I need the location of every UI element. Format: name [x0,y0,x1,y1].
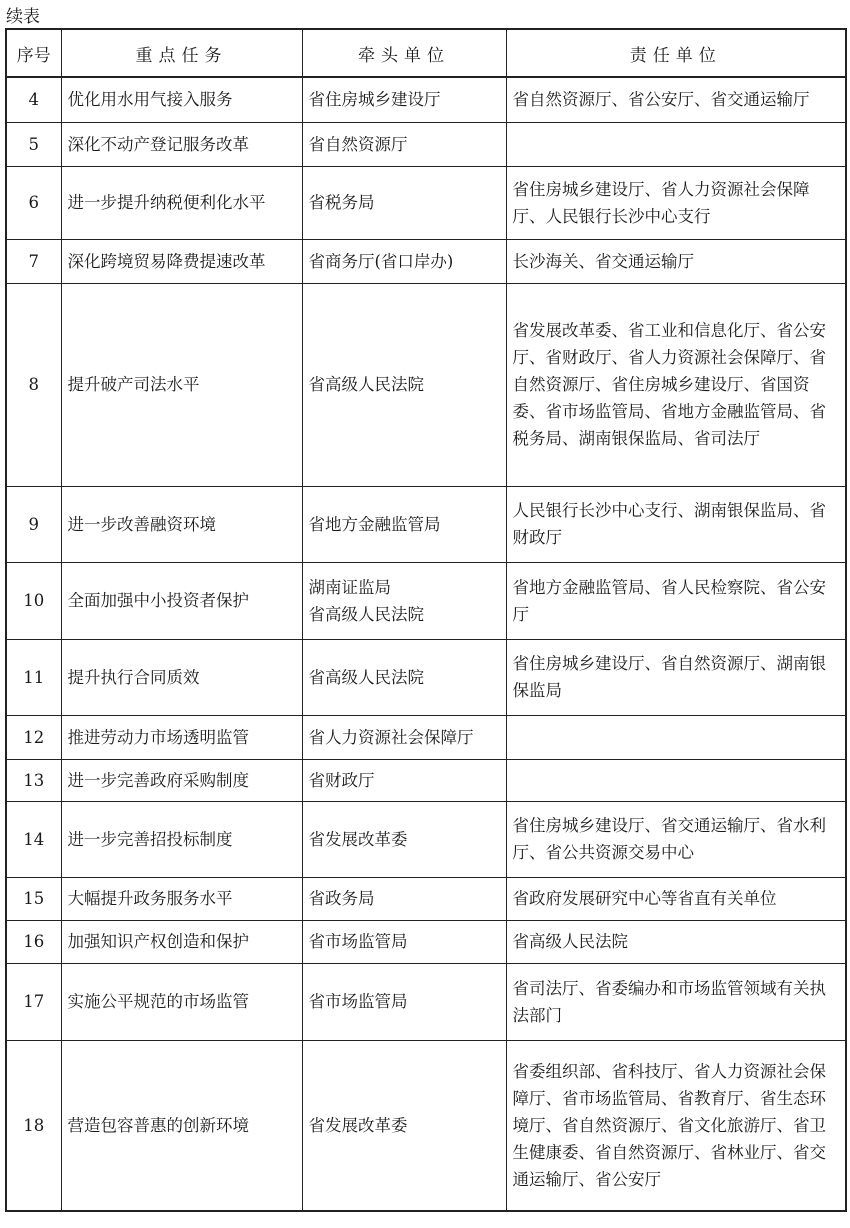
table-body [6,77,846,1211]
row-lead: 省高级人民法院 [302,283,506,486]
row-seq: 6 [6,166,61,239]
table-row [6,759,846,801]
header-row [6,29,846,77]
row-lead: 省住房城乡建设厅 [302,77,506,122]
row-seq: 18 [6,1040,61,1211]
row-task: 加强知识产权创造和保护 [61,920,302,963]
table-row [6,963,846,1040]
row-resp [506,715,846,759]
row-lead: 省政务局 [302,877,506,920]
table-caption: 续表 [6,7,40,27]
row-seq: 16 [6,920,61,963]
header-task: 重点任务 [61,29,302,77]
row-task: 进一步完善政府采购制度 [61,759,302,801]
row-task: 营造包容普惠的创新环境 [61,1040,302,1211]
row-seq: 10 [6,562,61,639]
table-row [6,1040,846,1211]
row-task: 优化用水用气接入服务 [61,77,302,122]
row-seq: 7 [6,239,61,283]
row-task: 进一步完善招投标制度 [61,801,302,877]
row-resp: 长沙海关、省交通运输厅 [506,239,846,283]
row-resp: 省住房城乡建设厅、省自然资源厅、湖南银保监局 [506,639,846,715]
row-lead: 省高级人民法院 [302,639,506,715]
row-seq: 17 [6,963,61,1040]
task-table [5,28,847,1212]
row-resp [506,759,846,801]
row-lead: 省地方金融监管局 [302,486,506,562]
table-row [6,877,846,920]
table-row [6,486,846,562]
row-lead: 省市场监管局 [302,920,506,963]
row-task: 进一步提升纳税便利化水平 [61,166,302,239]
row-resp: 省司法厅、省委编办和市场监管领域有关执法部门 [506,963,846,1040]
row-task: 实施公平规范的市场监管 [61,963,302,1040]
row-task: 进一步改善融资环境 [61,486,302,562]
table-row [6,715,846,759]
table-row [6,562,846,639]
row-seq: 4 [6,77,61,122]
row-task: 全面加强中小投资者保护 [61,562,302,639]
table-row [6,166,846,239]
row-task: 提升破产司法水平 [61,283,302,486]
row-task: 推进劳动力市场透明监管 [61,715,302,759]
row-task: 深化不动产登记服务改革 [61,122,302,166]
table-row [6,283,846,486]
row-lead: 省财政厅 [302,759,506,801]
row-lead: 省商务厅(省口岸办) [302,239,506,283]
row-seq: 12 [6,715,61,759]
row-seq: 13 [6,759,61,801]
row-resp: 省委组织部、省科技厅、省人力资源社会保障厅、省市场监管局、省教育厅、省生态环境厅、省自然资源厅、省文化旅游厅、省卫生健康委、省自然资源厅、省林业厅、省交通运输厅、省公安厅 [506,1040,846,1211]
row-lead: 省市场监管局 [302,963,506,1040]
row-resp: 省高级人民法院 [506,920,846,963]
row-resp: 省发展改革委、省工业和信息化厅、省公安厅、省财政厅、省人力资源社会保障厅、省自然资源厅、省住房城乡建设厅、省国资委、省市场监管局、省地方金融监管局、省税务局、湖南银保监局、省司法厅 [506,283,846,486]
row-resp: 省住房城乡建设厅、省人力资源社会保障厅、人民银行长沙中心支行 [506,166,846,239]
row-lead: 省发展改革委 [302,1040,506,1211]
row-task: 大幅提升政务服务水平 [61,877,302,920]
header-seq: 序号 [6,29,61,77]
row-lead: 湖南证监局 省高级人民法院 [302,562,506,639]
row-lead: 省自然资源厅 [302,122,506,166]
row-resp: 省地方金融监管局、省人民检察院、省公安厅 [506,562,846,639]
row-task: 深化跨境贸易降费提速改革 [61,239,302,283]
row-lead: 省发展改革委 [302,801,506,877]
row-seq: 14 [6,801,61,877]
table-row [6,920,846,963]
table-row [6,639,846,715]
row-lead: 省人力资源社会保障厅 [302,715,506,759]
header-lead: 牵头单位 [302,29,506,77]
row-seq: 15 [6,877,61,920]
table-row [6,801,846,877]
row-resp: 人民银行长沙中心支行、湖南银保监局、省财政厅 [506,486,846,562]
row-seq: 8 [6,283,61,486]
row-resp: 省政府发展研究中心等省直有关单位 [506,877,846,920]
header-resp: 责任单位 [506,29,846,77]
row-seq: 9 [6,486,61,562]
row-resp: 省住房城乡建设厅、省交通运输厅、省水利厅、省公共资源交易中心 [506,801,846,877]
row-seq: 5 [6,122,61,166]
table-row [6,122,846,166]
table-row [6,77,846,122]
row-lead: 省税务局 [302,166,506,239]
row-resp [506,122,846,166]
row-seq: 11 [6,639,61,715]
table-row [6,239,846,283]
row-resp: 省自然资源厅、省公安厅、省交通运输厅 [506,77,846,122]
row-task: 提升执行合同质效 [61,639,302,715]
